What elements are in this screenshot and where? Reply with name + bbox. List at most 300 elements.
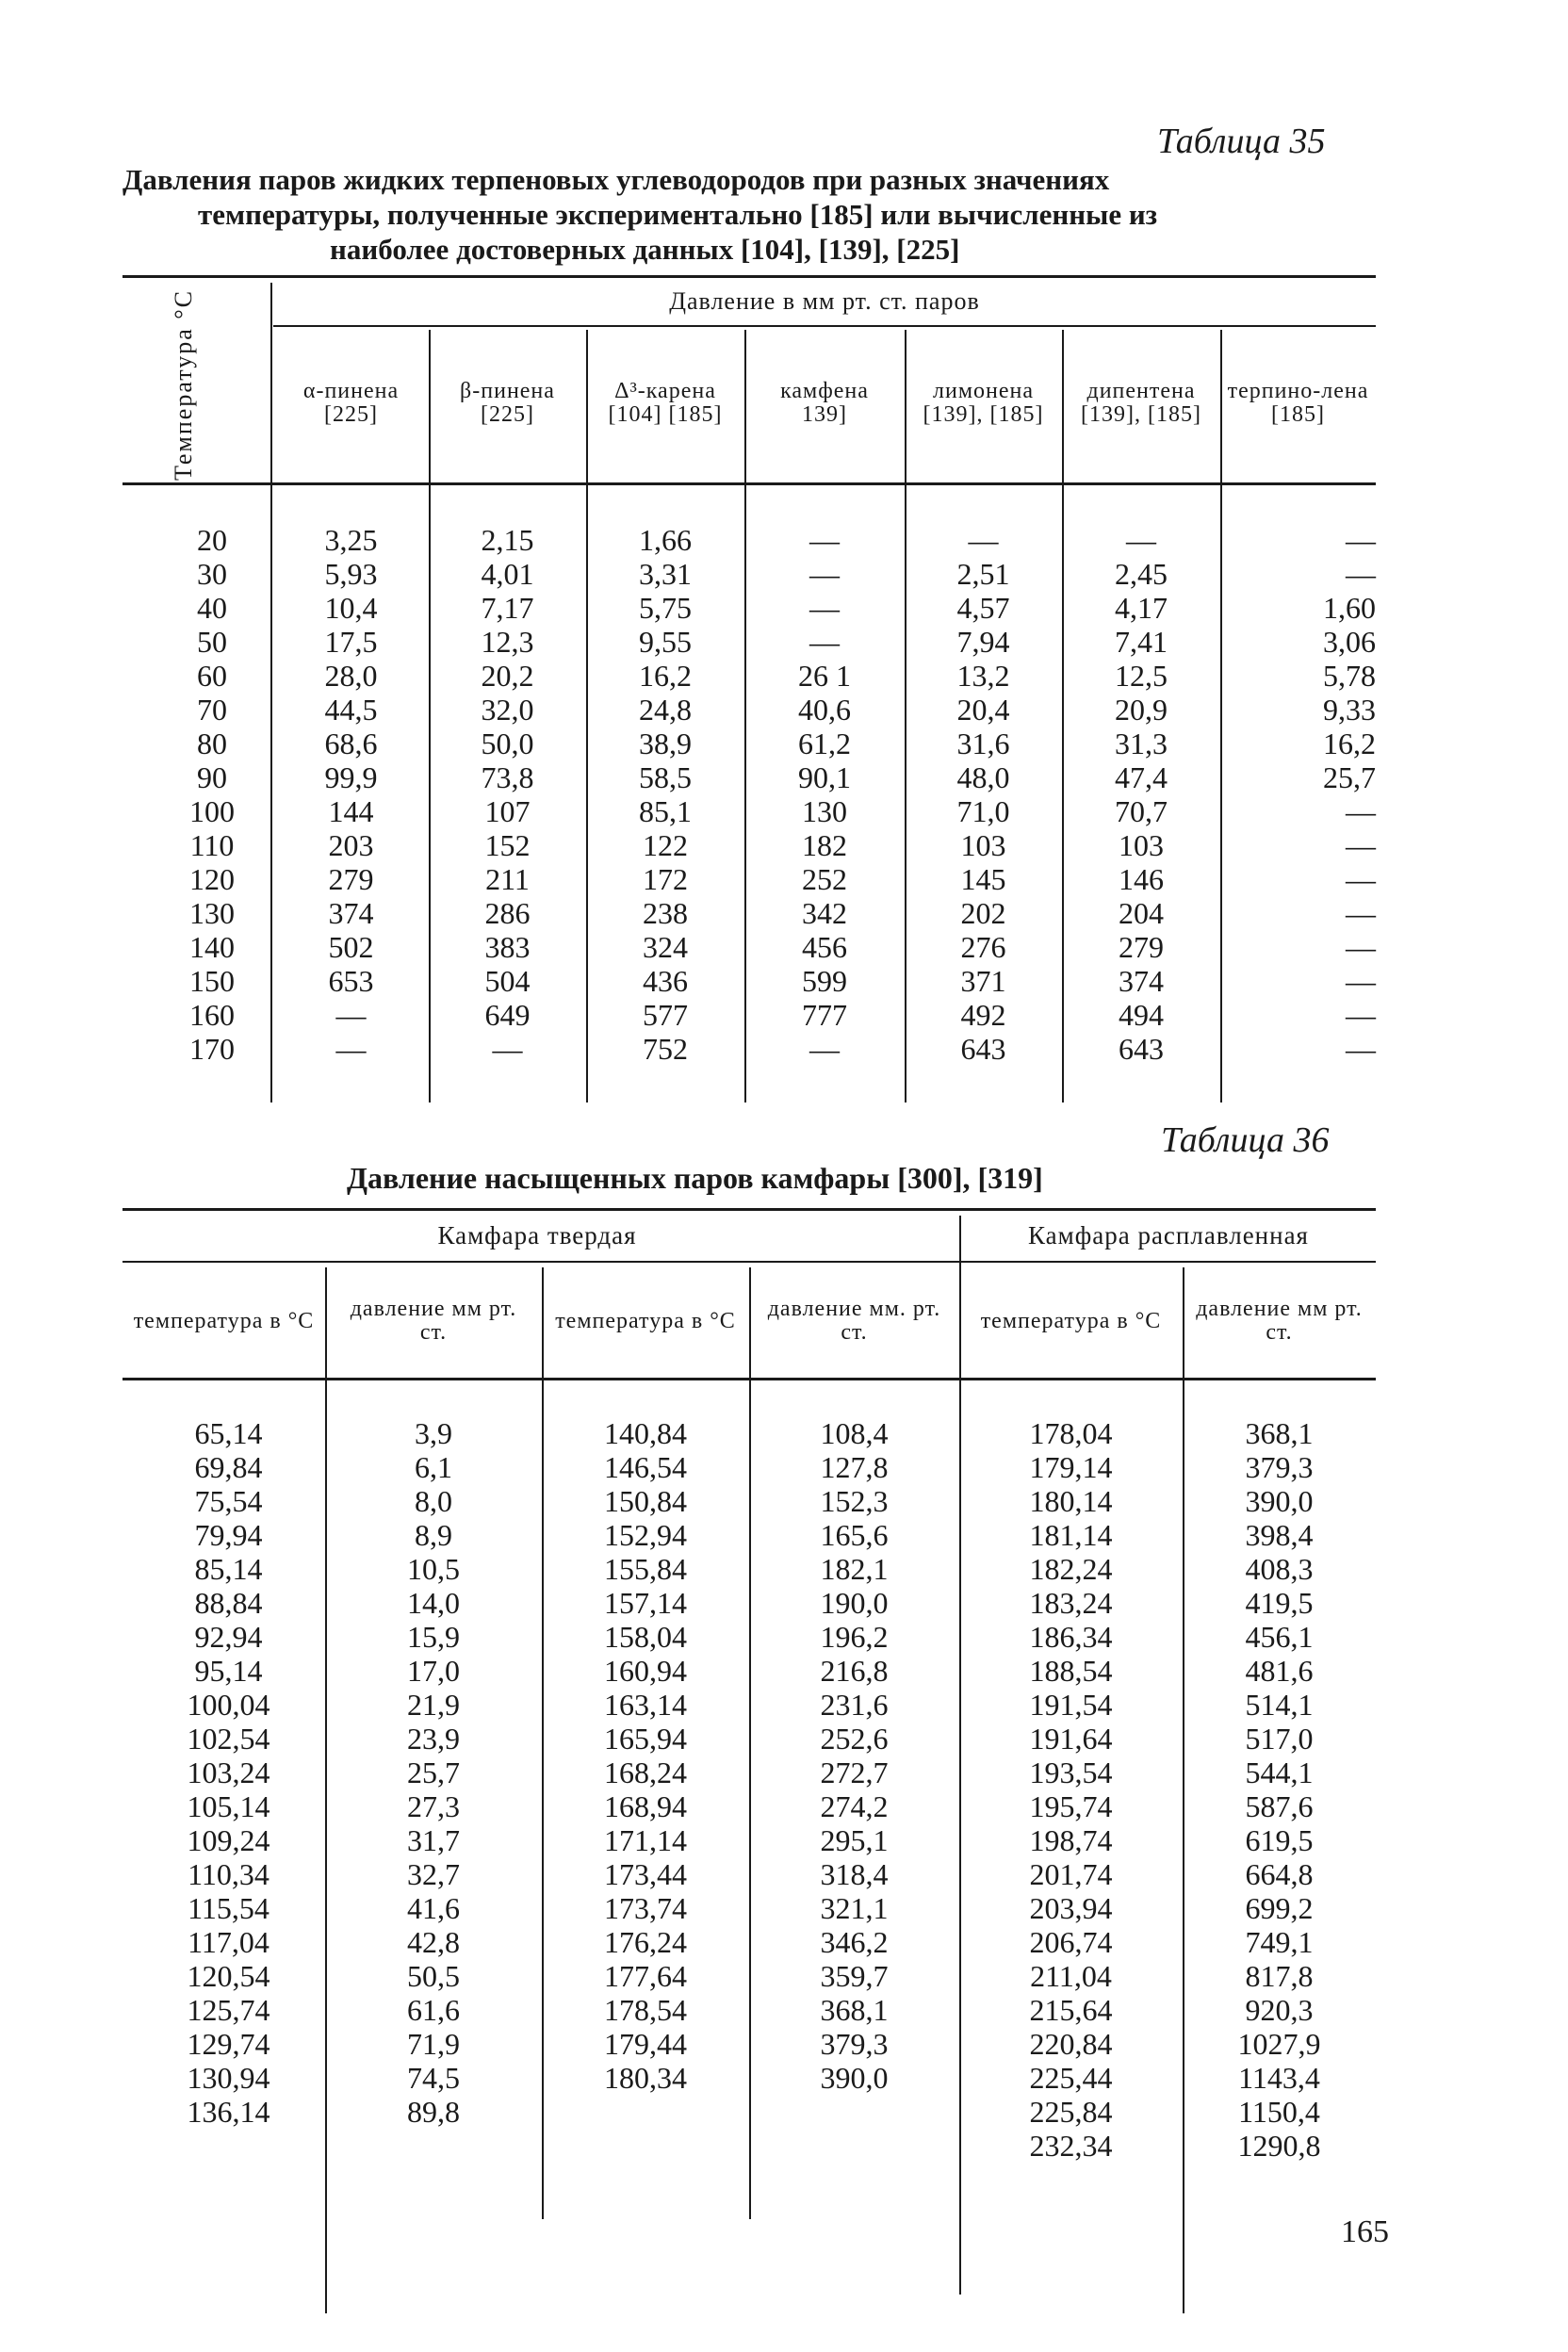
- table35-col-name: Δ³-карена: [614, 378, 716, 403]
- table35-number: Таблица 35: [1157, 122, 1326, 161]
- pressure-cell: 920,3: [1245, 1993, 1314, 2027]
- table-row: [132, 1552, 1376, 1586]
- pressure-cell: 9,33: [1323, 693, 1376, 727]
- temperature-cell: 179,44: [604, 2027, 687, 2061]
- pressure-cell: 172: [643, 862, 688, 896]
- pressure-cell: 190,0: [820, 1586, 889, 1620]
- pressure-cell: 379,3: [820, 2027, 889, 2061]
- pressure-cell: 276: [960, 930, 1006, 964]
- pressure-cell: 71,0: [956, 794, 1010, 828]
- pressure-cell: 14,0: [407, 1586, 460, 1620]
- table-row: [132, 1416, 1376, 1450]
- pressure-cell: 68,6: [324, 727, 378, 760]
- pressure-cell: 20,4: [956, 693, 1010, 727]
- pressure-cell: 699,2: [1245, 1891, 1314, 1925]
- temperature-cell: 100,04: [187, 1688, 270, 1722]
- pressure-cell: 752: [643, 1032, 688, 1066]
- pressure-cell: 379,3: [1245, 1450, 1314, 1484]
- pressure-cell: 374: [1119, 964, 1164, 998]
- table-row: [151, 693, 1395, 727]
- table35-col-ref: [139], [185]: [923, 401, 1044, 427]
- pressure-cell: 73,8: [481, 760, 534, 794]
- temperature-cell: 85,14: [194, 1552, 263, 1586]
- pressure-cell: 8,9: [415, 1518, 452, 1552]
- temperature-cell: 79,94: [194, 1518, 263, 1552]
- temperature-cell: 157,14: [604, 1586, 687, 1620]
- temperature-cell: 173,74: [604, 1891, 687, 1925]
- temperature-cell: 69,84: [194, 1450, 263, 1484]
- pressure-cell: —: [1346, 523, 1376, 557]
- pressure-cell: 5,93: [324, 557, 378, 591]
- temperature-cell: 130,94: [187, 2061, 270, 2095]
- pressure-cell: 3,9: [415, 1416, 452, 1450]
- table36-col-header: температура в °С: [555, 1308, 736, 1333]
- pressure-cell: 390,0: [820, 2061, 889, 2095]
- table-row: [132, 1586, 1376, 1620]
- temperature-cell: 177,64: [604, 1959, 687, 1993]
- table-row: [151, 964, 1395, 998]
- pressure-cell: 7,94: [956, 625, 1010, 659]
- temperature-cell: [542, 2129, 749, 2163]
- temperature-cell: 120,54: [187, 1959, 270, 1993]
- pressure-cell: 7,17: [481, 591, 534, 625]
- pressure-cell: 48,0: [956, 760, 1010, 794]
- table-row: [132, 2095, 1376, 2129]
- temperature-cell: 40: [197, 591, 227, 625]
- pressure-cell: 368,1: [820, 1993, 889, 2027]
- pressure-cell: 749,1: [1245, 1925, 1314, 1959]
- table36-col-header: температура в °С: [980, 1308, 1162, 1333]
- temperature-cell: 188,54: [1029, 1654, 1113, 1688]
- pressure-cell: 1,66: [639, 523, 692, 557]
- pressure-cell: 122: [643, 828, 688, 862]
- table35-col-ref: [104] [185]: [608, 401, 723, 427]
- table36-col-header: температура в °С: [133, 1308, 315, 1333]
- pressure-cell: 252: [802, 862, 847, 896]
- pressure-cell: 231,6: [820, 1688, 889, 1722]
- pressure-cell: 10,5: [407, 1552, 460, 1586]
- pressure-cell: 130: [802, 794, 847, 828]
- pressure-cell: [749, 2095, 959, 2129]
- pressure-cell: 146: [1119, 862, 1164, 896]
- table-row: [132, 2027, 1376, 2061]
- pressure-cell: 7,41: [1115, 625, 1168, 659]
- pressure-cell: 16,2: [1323, 727, 1376, 760]
- pressure-cell: 587,6: [1245, 1789, 1314, 1823]
- temperature-cell: 115,54: [188, 1891, 270, 1925]
- pressure-cell: —: [492, 1032, 523, 1066]
- temperature-cell: 193,54: [1029, 1756, 1113, 1789]
- pressure-cell: 41,6: [407, 1891, 460, 1925]
- pressure-cell: 25,7: [1323, 760, 1376, 794]
- table35-title-line: Давления паров жидких терпеновых углеводородов при разных значениях: [122, 163, 1110, 196]
- pressure-cell: 286: [484, 896, 531, 930]
- table-row: [151, 727, 1395, 760]
- table35-group-rule: [273, 325, 1376, 327]
- temperature-cell: 206,74: [1029, 1925, 1113, 1959]
- pressure-cell: 653: [328, 964, 374, 998]
- pressure-cell: 61,6: [407, 1993, 460, 2027]
- table-row: [132, 2061, 1376, 2095]
- table35-title: [122, 162, 1348, 267]
- temperature-cell: 50: [197, 625, 227, 659]
- pressure-cell: 70,7: [1115, 794, 1168, 828]
- pressure-cell: 2,15: [481, 523, 534, 557]
- temperature-cell: 102,54: [187, 1722, 270, 1756]
- pressure-cell: —: [1346, 828, 1376, 862]
- pressure-cell: 16,2: [639, 659, 692, 693]
- pressure-cell: 127,8: [820, 1450, 889, 1484]
- pressure-cell: 103: [1119, 828, 1164, 862]
- temperature-cell: 75,54: [194, 1484, 263, 1518]
- temperature-cell: 88,84: [194, 1586, 263, 1620]
- temperature-cell: 170: [189, 1032, 235, 1066]
- temperature-cell: 168,94: [604, 1789, 687, 1823]
- temperature-cell: 80: [197, 727, 227, 760]
- table35-col-name: β-пинена: [460, 378, 555, 403]
- table-row: [132, 2129, 1376, 2163]
- pressure-cell: 25,7: [407, 1756, 460, 1789]
- pressure-cell: 165,6: [820, 1518, 889, 1552]
- table-row: [151, 659, 1395, 693]
- temperature-cell: 109,24: [187, 1823, 270, 1857]
- table36-title: Давление насыщенных паров камфары [300], [319]: [347, 1161, 1043, 1195]
- pressure-cell: 390,0: [1245, 1484, 1314, 1518]
- pressure-cell: 44,5: [324, 693, 378, 727]
- pressure-cell: 777: [802, 998, 847, 1032]
- pressure-cell: 103: [960, 828, 1006, 862]
- table-row: [132, 1925, 1376, 1959]
- table36-group-molten: Камфара расплавленная: [1028, 1220, 1309, 1250]
- temperature-cell: 211,04: [1030, 1959, 1112, 1993]
- pressure-cell: 99,9: [324, 760, 378, 794]
- pressure-cell: 152,3: [820, 1484, 889, 1518]
- temperature-cell: 117,04: [188, 1925, 270, 1959]
- pressure-cell: 817,8: [1245, 1959, 1314, 1993]
- pressure-cell: —: [1346, 930, 1376, 964]
- pressure-cell: 492: [960, 998, 1006, 1032]
- table35-col-ref: [139], [185]: [1081, 401, 1201, 427]
- table-row: [132, 1891, 1376, 1925]
- pressure-cell: 182: [802, 828, 847, 862]
- pressure-cell: —: [809, 523, 840, 557]
- table35-col-ref: 139]: [802, 401, 847, 427]
- table35-col-name: камфена: [780, 378, 869, 403]
- pressure-cell: 4,57: [956, 591, 1010, 625]
- pressure-cell: 27,3: [407, 1789, 460, 1823]
- temperature-cell: 20: [197, 523, 227, 557]
- table35-top-rule: [122, 275, 1376, 278]
- pressure-cell: 17,5: [324, 625, 378, 659]
- pressure-cell: 2,45: [1115, 557, 1168, 591]
- pressure-cell: 517,0: [1245, 1722, 1314, 1756]
- table-row: [132, 1620, 1376, 1654]
- pressure-cell: 6,1: [415, 1450, 452, 1484]
- temperature-cell: 60: [197, 659, 227, 693]
- table35-col-header: [429, 330, 586, 476]
- temperature-cell: 191,64: [1029, 1722, 1113, 1756]
- temperature-cell: 203,94: [1029, 1891, 1113, 1925]
- pressure-cell: 368,1: [1245, 1416, 1314, 1450]
- table36-number: Таблица 36: [1161, 1120, 1330, 1160]
- temperature-cell: 100: [189, 794, 235, 828]
- pressure-cell: 359,7: [820, 1959, 889, 1993]
- table-row: [151, 896, 1395, 930]
- pressure-cell: 456,1: [1245, 1620, 1314, 1654]
- pressure-cell: 599: [802, 964, 847, 998]
- table35-col-header: [1220, 330, 1376, 476]
- pressure-cell: 3,31: [639, 557, 692, 591]
- table-row: [151, 557, 1395, 591]
- pressure-cell: 31,6: [956, 727, 1010, 760]
- table35-header-rule: [122, 482, 1376, 485]
- table35-col-header: [744, 330, 905, 476]
- table36-col-header: давление мм рт. ст.: [350, 1297, 517, 1345]
- pressure-cell: —: [1346, 557, 1376, 591]
- pressure-cell: 3,06: [1323, 625, 1376, 659]
- pressure-cell: 274,2: [820, 1789, 889, 1823]
- pressure-cell: 481,6: [1245, 1654, 1314, 1688]
- pressure-cell: 619,5: [1245, 1823, 1314, 1857]
- pressure-cell: 107: [484, 794, 531, 828]
- table35-group-header: Давление в мм рт. ст. паров: [669, 286, 980, 315]
- pressure-cell: 456: [802, 930, 847, 964]
- pressure-cell: 31,7: [407, 1823, 460, 1857]
- table-row: [132, 1722, 1376, 1756]
- pressure-cell: 342: [802, 896, 847, 930]
- temperature-cell: 180,14: [1029, 1484, 1113, 1518]
- pressure-cell: 577: [643, 998, 688, 1032]
- table-row: [132, 1993, 1376, 2027]
- pressure-cell: [749, 2129, 959, 2163]
- pressure-cell: 12,3: [481, 625, 534, 659]
- table-row: [132, 1518, 1376, 1552]
- pressure-cell: [325, 2129, 542, 2163]
- pressure-cell: 4,17: [1115, 591, 1168, 625]
- pressure-cell: 13,2: [956, 659, 1010, 693]
- pressure-cell: 504: [484, 964, 531, 998]
- pressure-cell: 1150,4: [1238, 2095, 1320, 2129]
- pressure-cell: 85,1: [639, 794, 692, 828]
- pressure-cell: 383: [484, 930, 531, 964]
- pressure-cell: —: [1346, 964, 1376, 998]
- table-row: [151, 998, 1395, 1032]
- table-row: [132, 1756, 1376, 1789]
- pressure-cell: —: [335, 998, 367, 1032]
- pressure-cell: —: [1346, 998, 1376, 1032]
- temperature-cell: 160,94: [604, 1654, 687, 1688]
- pressure-cell: 23,9: [407, 1722, 460, 1756]
- table-row: [132, 1688, 1376, 1722]
- table35-col-name: дипентена: [1086, 378, 1196, 403]
- pressure-cell: 238: [643, 896, 688, 930]
- temperature-cell: 178,04: [1029, 1416, 1113, 1450]
- table-row: [132, 1450, 1376, 1484]
- temperature-cell: 232,34: [1029, 2129, 1113, 2163]
- temperature-cell: 30: [197, 557, 227, 591]
- pressure-cell: 10,4: [324, 591, 378, 625]
- pressure-cell: 272,7: [820, 1756, 889, 1789]
- temperature-cell: 165,94: [604, 1722, 687, 1756]
- temperature-cell: 90: [197, 760, 227, 794]
- temperature-cell: 140: [189, 930, 235, 964]
- pressure-cell: —: [1346, 1032, 1376, 1066]
- temperature-cell: 92,94: [194, 1620, 263, 1654]
- table35-temp-header: Температура °С: [170, 288, 197, 481]
- pressure-cell: 40,6: [798, 693, 851, 727]
- table35-col-ref: [185]: [1271, 401, 1325, 427]
- pressure-cell: 47,4: [1115, 760, 1168, 794]
- table-row: [151, 794, 1395, 828]
- table35-col-name: α-пинена: [302, 378, 400, 403]
- pressure-cell: 61,2: [798, 727, 851, 760]
- pressure-cell: —: [1346, 862, 1376, 896]
- temperature-cell: 65,14: [194, 1416, 263, 1450]
- temperature-cell: 198,74: [1029, 1823, 1113, 1857]
- pressure-cell: 17,0: [407, 1654, 460, 1688]
- table35-col-header: [1062, 330, 1220, 476]
- temperature-cell: 146,54: [604, 1450, 687, 1484]
- temperature-cell: 186,34: [1029, 1620, 1113, 1654]
- table35-col-header: [273, 330, 429, 476]
- temperature-cell: 195,74: [1029, 1789, 1113, 1823]
- pressure-cell: 398,4: [1245, 1518, 1314, 1552]
- temperature-cell: 158,04: [604, 1620, 687, 1654]
- temperature-cell: 95,14: [194, 1654, 263, 1688]
- pressure-cell: 295,1: [820, 1823, 889, 1857]
- pressure-cell: 32,0: [481, 693, 534, 727]
- pressure-cell: 494: [1119, 998, 1164, 1032]
- temperature-cell: 191,54: [1029, 1688, 1113, 1722]
- pressure-cell: 50,0: [481, 727, 534, 760]
- pressure-cell: 108,4: [820, 1416, 889, 1450]
- pressure-cell: 28,0: [324, 659, 378, 693]
- pressure-cell: 514,1: [1245, 1688, 1314, 1722]
- temperature-cell: 70: [197, 693, 227, 727]
- pressure-cell: 50,5: [407, 1959, 460, 1993]
- pressure-cell: 15,9: [407, 1620, 460, 1654]
- table-row: [151, 625, 1395, 659]
- pressure-cell: 1290,8: [1237, 2129, 1321, 2163]
- table35-col-header: [586, 330, 744, 476]
- temperature-cell: 103,24: [187, 1756, 270, 1789]
- pressure-cell: 144: [328, 794, 374, 828]
- pressure-cell: —: [809, 625, 840, 659]
- pressure-cell: 544,1: [1245, 1756, 1314, 1789]
- table35-title-line: температуры, полученные экспериментально [185] или вычисленные из: [198, 198, 1158, 231]
- temperature-cell: 171,14: [604, 1823, 687, 1857]
- pressure-cell: 204: [1119, 896, 1164, 930]
- pressure-cell: —: [1346, 794, 1376, 828]
- pressure-cell: —: [968, 523, 999, 557]
- table36-body: [132, 1416, 1376, 2163]
- pressure-cell: 216,8: [820, 1654, 889, 1688]
- table35-col-ref: [225]: [481, 401, 534, 427]
- table-row: [151, 828, 1395, 862]
- pressure-cell: —: [809, 557, 840, 591]
- pressure-cell: 21,9: [407, 1688, 460, 1722]
- temperature-cell: 150,84: [604, 1484, 687, 1518]
- temperature-cell: 183,24: [1029, 1586, 1113, 1620]
- table35-col-header: [905, 330, 1062, 476]
- pressure-cell: 42,8: [407, 1925, 460, 1959]
- pressure-cell: 24,8: [639, 693, 692, 727]
- pressure-cell: 279: [328, 862, 374, 896]
- pressure-cell: 279: [1119, 930, 1164, 964]
- pressure-cell: —: [1346, 896, 1376, 930]
- pressure-cell: 26 1: [798, 659, 851, 693]
- pressure-cell: 3,25: [324, 523, 378, 557]
- pressure-cell: 502: [328, 930, 374, 964]
- table-row: [132, 1654, 1376, 1688]
- temperature-cell: 181,14: [1029, 1518, 1113, 1552]
- pressure-cell: 643: [960, 1032, 1006, 1066]
- pressure-cell: 5,78: [1323, 659, 1376, 693]
- table-row: [151, 523, 1395, 557]
- temperature-cell: 120: [189, 862, 235, 896]
- temperature-cell: 150: [189, 964, 235, 998]
- pressure-cell: 664,8: [1245, 1857, 1314, 1891]
- pressure-cell: 32,7: [407, 1857, 460, 1891]
- pressure-cell: 1143,4: [1238, 2061, 1320, 2095]
- pressure-cell: 408,3: [1245, 1552, 1314, 1586]
- table35-title-line: наиболее достоверных данных [104], [139], [225]: [330, 233, 960, 266]
- table36-col-header: давление мм рт. ст.: [1196, 1297, 1363, 1345]
- pressure-cell: 346,2: [820, 1925, 889, 1959]
- pressure-cell: 252,6: [820, 1722, 889, 1756]
- pressure-cell: 8,0: [415, 1484, 452, 1518]
- pressure-cell: 90,1: [798, 760, 851, 794]
- pressure-cell: 20,2: [481, 659, 534, 693]
- pressure-cell: 649: [484, 998, 531, 1032]
- pressure-cell: 58,5: [639, 760, 692, 794]
- pressure-cell: —: [335, 1032, 367, 1066]
- pressure-cell: 643: [1119, 1032, 1164, 1066]
- pressure-cell: 196,2: [820, 1620, 889, 1654]
- pressure-cell: 1,60: [1323, 591, 1376, 625]
- pressure-cell: 2,51: [956, 557, 1010, 591]
- table35-col-ref: [225]: [324, 401, 378, 427]
- pressure-cell: 12,5: [1115, 659, 1168, 693]
- pressure-cell: —: [809, 1032, 840, 1066]
- temperature-cell: 160: [189, 998, 235, 1032]
- page-number: 165: [1341, 2214, 1389, 2249]
- temperature-cell: 180,34: [604, 2061, 687, 2095]
- pressure-cell: 31,3: [1115, 727, 1168, 760]
- temperature-cell: 125,74: [187, 1993, 270, 2027]
- table35-body: [151, 523, 1395, 1066]
- temperature-cell: 129,74: [187, 2027, 270, 2061]
- temperature-cell: 110,34: [188, 1857, 270, 1891]
- temperature-cell: 179,14: [1029, 1450, 1113, 1484]
- temperature-cell: 130: [189, 896, 235, 930]
- pressure-cell: 419,5: [1245, 1586, 1314, 1620]
- temperature-cell: 168,24: [604, 1756, 687, 1789]
- pressure-cell: —: [1126, 523, 1156, 557]
- temperature-cell: 110: [189, 828, 235, 862]
- table36-col-header: давление мм. рт. ст.: [767, 1297, 941, 1345]
- pressure-cell: 71,9: [407, 2027, 460, 2061]
- temperature-cell: 225,84: [1029, 2095, 1113, 2129]
- pressure-cell: 436: [643, 964, 688, 998]
- pressure-cell: 9,55: [639, 625, 692, 659]
- table-row: [151, 760, 1395, 794]
- table-row: [132, 1484, 1376, 1518]
- pressure-cell: 1027,9: [1237, 2027, 1321, 2061]
- pressure-cell: 89,8: [407, 2095, 460, 2129]
- pressure-cell: 318,4: [820, 1857, 889, 1891]
- temperature-cell: 176,24: [604, 1925, 687, 1959]
